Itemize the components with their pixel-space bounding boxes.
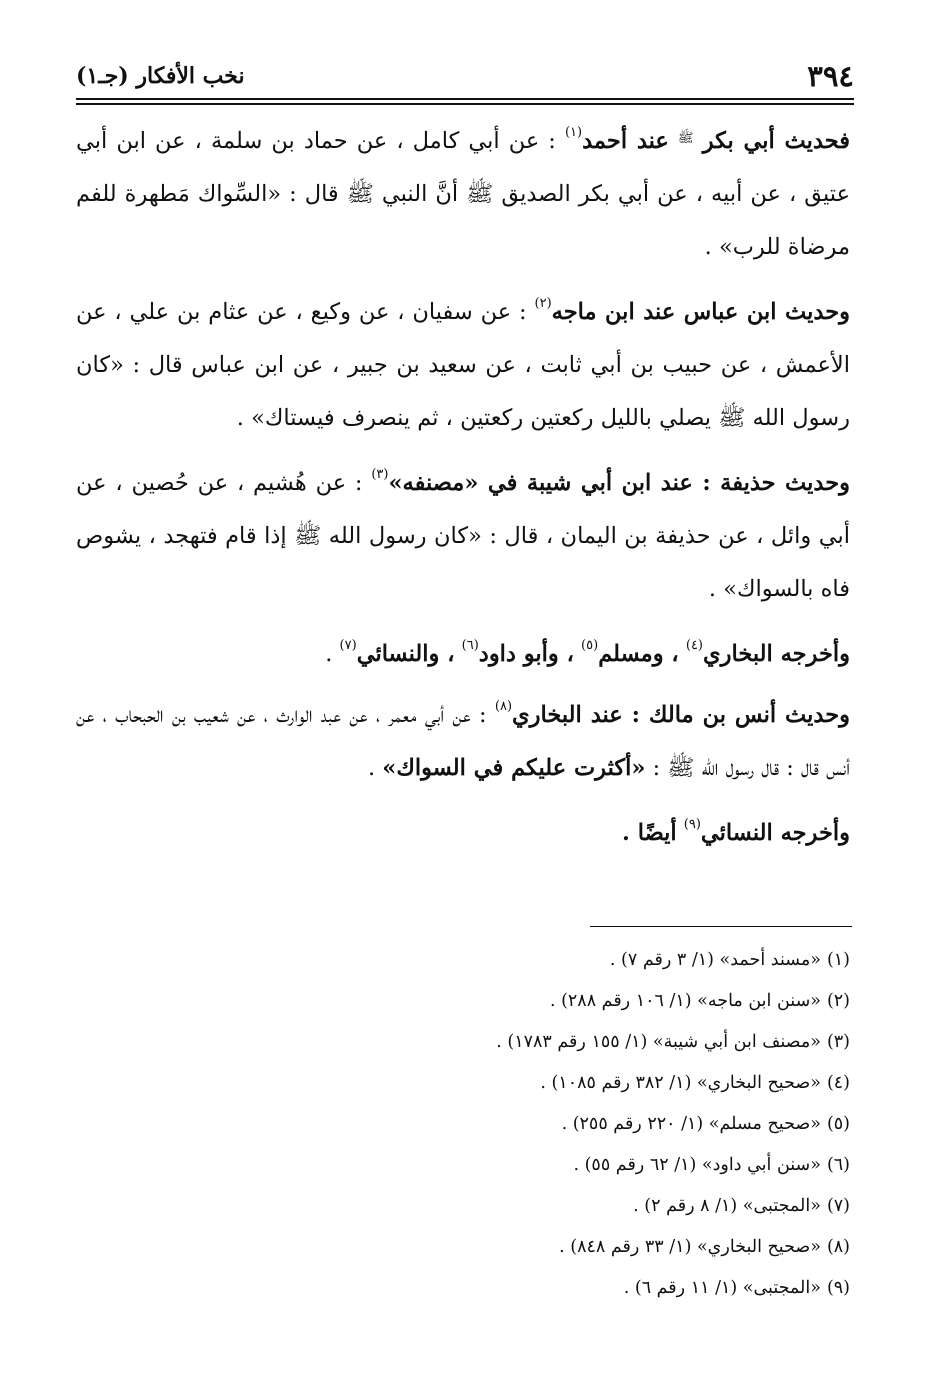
paragraph-anas: [76, 689, 850, 795]
hadith-quote: «أكثرت عليكم في السواك»: [382, 755, 646, 781]
footnote-number: (٨): [826, 1237, 850, 1257]
footnote-ref: (٣): [371, 467, 389, 482]
footnote-item: [150, 981, 850, 1022]
footnote-text: «سنن ابن ماجه» (١/ ١٠٦ رقم ٢٨٨) .: [549, 991, 821, 1011]
source-bukhari: وأخرجه البخاري: [703, 641, 850, 667]
footnote-item: [150, 1145, 850, 1186]
footnote-text: «المجتبى» (١/ ١١ رقم ٦) .: [623, 1278, 821, 1298]
footnote-item: [150, 1104, 850, 1145]
footnote-text: «صحيح مسلم» (١/ ٢٢٠ رقم ٢٥٥) .: [561, 1114, 821, 1134]
footnote-number: (٣): [826, 1032, 850, 1052]
footnote-ref: (٩): [683, 817, 701, 832]
paragraph-text: : عن أبي كامل ، عن حماد بن سلمة ، عن ابن أبي عتيق ، عن أبيه ، عن أبي بكر الصديق ﷺ أنَّ النبي ﷺ قال : «السِّواك مَطهرة للفم مرضاة للرب» .: [76, 128, 850, 260]
paragraph-text: : عن أبي معمر ، عن عبد الوارث ، عن شعيب بن الحبحاب ، عن أنس قال : قال رسول الله ﷺ :: [76, 702, 850, 781]
footnote-ref: (٧): [339, 638, 357, 653]
footnote-ref: (١): [564, 125, 583, 140]
footnote-item: [150, 1063, 850, 1104]
footnote-item: [150, 1268, 850, 1309]
paragraph-lead-source: عند أحمد: [582, 128, 669, 154]
footnote-number: (٩): [826, 1278, 850, 1298]
sentence-end: .: [367, 755, 376, 781]
paragraph-lead: وحديث ابن عباس عند ابن ماجه: [551, 299, 850, 325]
footnote-text: «صحيح البخاري» (١/ ٣٨٢ رقم ١٠٨٥) .: [540, 1073, 821, 1093]
paragraph-hudhayfa: [76, 457, 850, 616]
footnote-text: «مسند أحمد» (١/ ٣ رقم ٧) .: [609, 950, 821, 970]
footnote-ref: (٨): [494, 699, 513, 714]
source-abu-dawud: ، وأبو داود: [478, 641, 574, 667]
footnote-ref: (٥): [581, 638, 599, 653]
footnote-number: (٥): [826, 1114, 850, 1134]
paragraph-text: : عن سفيان ، عن وكيع ، عن عثام بن علي ، عن الأعمش ، عن حبيب بن أبي ثابت ، عن سعيد بن جبير ، عن ابن عباس قال : «كان رسول الله ﷺ يصلي بالليل ركعتين ركعتين ، ثم ينصرف فيستاك» .: [76, 299, 850, 431]
page-number: ٣٩٤: [807, 59, 854, 93]
page-header: [76, 52, 854, 100]
footnote-number: (٦): [826, 1155, 850, 1175]
paragraph-lead: وحديث حذيفة : عند ابن أبي شيبة في «مصنفه»: [388, 470, 850, 496]
paragraph-ibn-abbas: [76, 286, 850, 445]
footnote-number: (١): [826, 950, 850, 970]
sentence-end: .: [325, 641, 333, 667]
footnotes: [150, 940, 850, 1309]
footnote-number: (٧): [826, 1196, 850, 1216]
source-nasai: ، والنسائي: [356, 641, 455, 667]
footnote-number: (٤): [826, 1073, 850, 1093]
paragraph-lead: وحديث أنس بن مالك : عند البخاري: [512, 702, 850, 728]
paragraph-takhrij: [76, 628, 850, 681]
paragraph-lead: فحديث أبي بكر: [702, 128, 850, 154]
footnote-separator: [590, 926, 852, 927]
footnote-text: «صحيح البخاري» (١/ ٣٣ رقم ٨٤٨) .: [559, 1237, 821, 1257]
footnote-item: [150, 940, 850, 981]
footnote-text: «سنن أبي داود» (١/ ٦٢ رقم ٥٥) .: [573, 1155, 821, 1175]
footnote-item: [150, 1227, 850, 1268]
footnote-text: «المجتبى» (١/ ٨ رقم ٢) .: [633, 1196, 821, 1216]
footnote-number: (٢): [826, 991, 850, 1011]
paragraph-tail: أيضًا .: [622, 820, 677, 846]
running-title: نخب الأفكار (جـ١): [76, 63, 245, 89]
header-rule-thick: [76, 98, 854, 100]
main-text: [76, 112, 850, 872]
paragraph-nasai-also: [76, 807, 850, 860]
paragraph-abu-bakr: [76, 112, 850, 274]
footnote-item: [150, 1022, 850, 1063]
paragraph-lead: وأخرجه النسائي: [700, 820, 850, 846]
header-rule-thin: [76, 103, 854, 105]
footnote-ref: (٢): [534, 296, 552, 311]
footnote-item: [150, 1186, 850, 1227]
footnote-ref: (٤): [685, 638, 703, 653]
footnote-ref: (٦): [461, 638, 479, 653]
honorific-glyph: ﷺ: [677, 131, 694, 146]
source-muslim: ، ومسلم: [598, 641, 679, 667]
footnote-text: «مصنف ابن أبي شيبة» (١/ ١٥٥ رقم ١٧٨٣) .: [496, 1032, 821, 1052]
paragraph-text: : عن هُشيم ، عن حُصين ، عن أبي وائل ، عن حذيفة بن اليمان ، قال : «كان رسول الله ﷺ إذا قام فتهجد ، يشوص فاه بالسواك» .: [76, 470, 850, 602]
